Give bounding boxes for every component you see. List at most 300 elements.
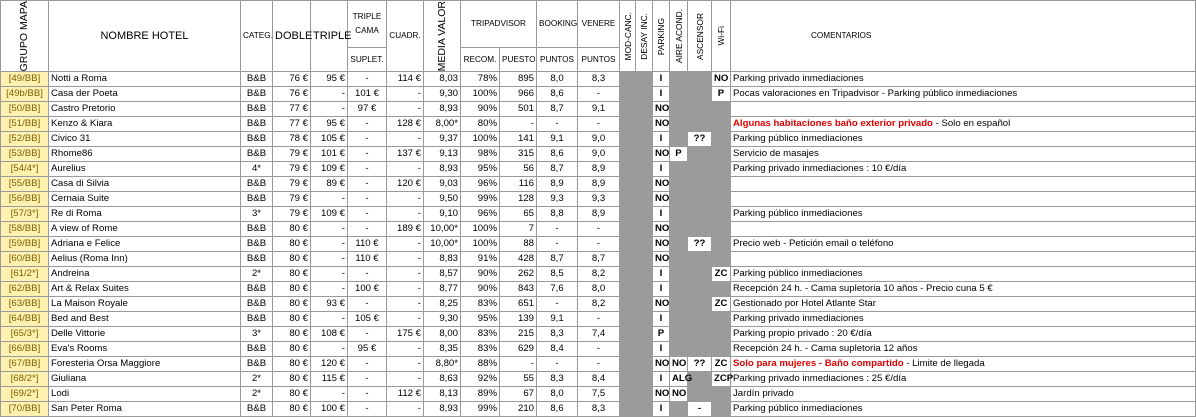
venere-score[interactable]: 8,0 [578,282,620,297]
hotel-name[interactable]: Art & Relax Suites [49,282,241,297]
mod-canc-cell[interactable] [620,402,636,417]
price-double[interactable]: 79 € [273,147,311,162]
elevator-cell[interactable] [688,177,712,192]
comment-cell[interactable] [731,147,1196,162]
hotel-group-code[interactable]: [58/BB] [1,222,49,237]
tripadvisor-recommend[interactable]: 96% [461,177,500,192]
col-header-tripadvisor[interactable]: TRIPADVISOR [461,1,537,48]
tripadvisor-recommend[interactable]: 95% [461,162,500,177]
hotel-name[interactable]: Lodi [49,387,241,402]
hotel-group-code[interactable]: [55/BB] [1,177,49,192]
hotel-category[interactable]: B&B [241,132,273,147]
hotel-name[interactable]: Andreina [49,267,241,282]
price-triple[interactable]: 115 € [311,372,348,387]
price-quad[interactable]: - [387,207,424,222]
aircon-cell[interactable] [670,342,688,357]
col-header-nombre[interactable]: NOMBRE HOTEL [49,1,241,72]
hotel-name[interactable]: Giuliana [49,372,241,387]
comment-cell[interactable] [731,387,1196,402]
breakfast-cell[interactable] [636,162,653,177]
comment-cell[interactable] [731,327,1196,342]
booking-score[interactable]: 8,4 [537,342,578,357]
price-triple[interactable]: - [311,252,348,267]
wifi-cell[interactable]: NO [712,72,731,87]
aircon-cell[interactable] [670,72,688,87]
tripadvisor-rank[interactable]: 210 [500,402,537,417]
col-header-grupo[interactable]: GRUPO MAPA [1,1,49,72]
hotel-group-code[interactable]: [65/3*] [1,327,49,342]
booking-score[interactable]: 8,7 [537,102,578,117]
table-row[interactable] [1,297,1196,312]
tripadvisor-rank[interactable]: 262 [500,267,537,282]
price-double[interactable]: 77 € [273,117,311,132]
breakfast-cell[interactable] [636,72,653,87]
price-quad[interactable]: - [387,342,424,357]
price-double[interactable]: 77 € [273,102,311,117]
hotel-category[interactable]: B&B [241,177,273,192]
aircon-cell[interactable] [670,402,688,417]
tripadvisor-recommend[interactable]: 92% [461,372,500,387]
table-row[interactable] [1,357,1196,372]
parking-cell[interactable]: NO [653,387,670,402]
venere-score[interactable]: 8,2 [578,267,620,282]
wifi-cell[interactable] [712,162,731,177]
col-header-puesto[interactable]: PUESTO [500,48,537,72]
hotel-name[interactable]: Foresteria Orsa Maggiore [49,357,241,372]
price-triple[interactable]: - [311,192,348,207]
price-triple-extra-bed[interactable]: - [348,147,387,162]
breakfast-cell[interactable] [636,237,653,252]
booking-score[interactable]: 8,3 [537,372,578,387]
average-score[interactable]: 8,00* [424,117,461,132]
comment-cell[interactable] [731,312,1196,327]
hotel-category[interactable]: B&B [241,222,273,237]
average-score[interactable]: 9,37 [424,132,461,147]
parking-cell[interactable]: I [653,162,670,177]
breakfast-cell[interactable] [636,177,653,192]
price-double[interactable]: 80 € [273,387,311,402]
average-score[interactable]: 9,50 [424,192,461,207]
wifi-cell[interactable] [712,147,731,162]
hotel-category[interactable]: 2* [241,387,273,402]
hotel-name[interactable]: Castro Pretorio [49,102,241,117]
hotel-name[interactable]: La Maison Royale [49,297,241,312]
tripadvisor-recommend[interactable]: 83% [461,342,500,357]
elevator-cell[interactable] [688,147,712,162]
wifi-cell[interactable] [712,117,731,132]
mod-canc-cell[interactable] [620,87,636,102]
tripadvisor-recommend[interactable]: 89% [461,387,500,402]
elevator-cell[interactable] [688,282,712,297]
price-triple-extra-bed[interactable]: 105 € [348,312,387,327]
comment-cell[interactable] [731,222,1196,237]
col-header-booking[interactable]: BOOKING [537,1,578,48]
col-header-aire-acond[interactable]: AIRE ACOND. [670,1,688,72]
parking-cell[interactable]: I [653,132,670,147]
tripadvisor-rank[interactable]: 56 [500,162,537,177]
aircon-cell[interactable] [670,192,688,207]
col-header-categ[interactable]: CATEG. [241,1,273,72]
parking-cell[interactable]: I [653,312,670,327]
elevator-cell[interactable] [688,342,712,357]
booking-score[interactable]: 8,6 [537,147,578,162]
average-score[interactable]: 9,13 [424,147,461,162]
tripadvisor-recommend[interactable]: 100% [461,222,500,237]
wifi-cell[interactable] [712,342,731,357]
col-header-triple-cama[interactable]: TRIPLE CAMA [348,1,387,48]
tripadvisor-rank[interactable]: 65 [500,207,537,222]
hotel-group-code[interactable]: [61/2*] [1,267,49,282]
price-double[interactable]: 80 € [273,282,311,297]
mod-canc-cell[interactable] [620,267,636,282]
wifi-cell[interactable] [712,132,731,147]
price-triple[interactable]: 95 € [311,117,348,132]
price-triple[interactable]: 120 € [311,357,348,372]
tripadvisor-rank[interactable]: 88 [500,237,537,252]
mod-canc-cell[interactable] [620,132,636,147]
breakfast-cell[interactable] [636,372,653,387]
booking-score[interactable]: 9,1 [537,312,578,327]
table-row[interactable] [1,87,1196,102]
wifi-cell[interactable]: P [712,87,731,102]
price-triple[interactable]: 101 € [311,147,348,162]
wifi-cell[interactable]: ZC [712,357,731,372]
parking-cell[interactable]: NO [653,297,670,312]
price-double[interactable]: 79 € [273,207,311,222]
tripadvisor-rank[interactable]: 651 [500,297,537,312]
price-quad[interactable]: 112 € [387,387,424,402]
tripadvisor-rank[interactable]: 141 [500,132,537,147]
venere-score[interactable]: - [578,117,620,132]
price-triple[interactable]: - [311,237,348,252]
table-row[interactable] [1,192,1196,207]
hotel-group-code[interactable]: [51/BB] [1,117,49,132]
comment-cell[interactable] [731,372,1196,387]
booking-score[interactable]: 8,6 [537,87,578,102]
venere-score[interactable]: 7,5 [578,387,620,402]
price-triple[interactable]: 95 € [311,72,348,87]
price-double[interactable]: 79 € [273,162,311,177]
booking-score[interactable]: 8,8 [537,207,578,222]
venere-score[interactable]: 8,9 [578,177,620,192]
elevator-cell[interactable] [688,387,712,402]
elevator-cell[interactable] [688,222,712,237]
booking-score[interactable]: - [537,297,578,312]
elevator-cell[interactable]: ?? [688,132,712,147]
hotel-category[interactable]: 4* [241,162,273,177]
hotel-name[interactable]: Kenzo & Kiara [49,117,241,132]
tripadvisor-recommend[interactable]: 98% [461,147,500,162]
venere-score[interactable]: 9,3 [578,192,620,207]
aircon-cell[interactable] [670,87,688,102]
table-row[interactable] [1,207,1196,222]
comment-cell[interactable] [731,192,1196,207]
table-row[interactable] [1,327,1196,342]
average-score[interactable]: 9,03 [424,177,461,192]
breakfast-cell[interactable] [636,267,653,282]
tripadvisor-recommend[interactable]: 100% [461,132,500,147]
breakfast-cell[interactable] [636,222,653,237]
comment-cell[interactable] [731,357,1196,372]
venere-score[interactable]: - [578,237,620,252]
tripadvisor-rank[interactable]: - [500,357,537,372]
tripadvisor-rank[interactable]: 67 [500,387,537,402]
price-quad[interactable]: 114 € [387,72,424,87]
comment-cell[interactable] [731,72,1196,87]
comment-cell[interactable] [731,252,1196,267]
hotel-name[interactable]: Eva's Rooms [49,342,241,357]
tripadvisor-recommend[interactable]: 83% [461,297,500,312]
venere-score[interactable]: 8,9 [578,207,620,222]
average-score[interactable]: 9,10 [424,207,461,222]
aircon-cell[interactable] [670,327,688,342]
venere-score[interactable]: - [578,342,620,357]
table-row[interactable] [1,402,1196,417]
parking-cell[interactable]: I [653,267,670,282]
hotel-group-code[interactable]: [64/BB] [1,312,49,327]
price-quad[interactable]: - [387,237,424,252]
mod-canc-cell[interactable] [620,207,636,222]
price-double[interactable]: 80 € [273,357,311,372]
aircon-cell[interactable] [670,162,688,177]
price-double[interactable]: 80 € [273,372,311,387]
comment-cell[interactable] [731,87,1196,102]
booking-score[interactable]: 9,1 [537,132,578,147]
breakfast-cell[interactable] [636,102,653,117]
hotel-group-code[interactable]: [69/2*] [1,387,49,402]
price-triple[interactable]: 109 € [311,207,348,222]
hotel-name[interactable]: A view of Rome [49,222,241,237]
comment-cell[interactable] [731,282,1196,297]
hotel-name[interactable]: Aelius (Roma Inn) [49,252,241,267]
comment-cell[interactable] [731,102,1196,117]
comment-cell[interactable] [731,297,1196,312]
aircon-cell[interactable] [670,237,688,252]
hotel-group-code[interactable]: [53/BB] [1,147,49,162]
mod-canc-cell[interactable] [620,222,636,237]
hotel-group-code[interactable]: [52/BB] [1,132,49,147]
mod-canc-cell[interactable] [620,237,636,252]
price-triple[interactable]: 100 € [311,402,348,417]
tripadvisor-rank[interactable]: 215 [500,327,537,342]
mod-canc-cell[interactable] [620,102,636,117]
table-row[interactable] [1,237,1196,252]
wifi-cell[interactable] [712,312,731,327]
price-triple[interactable]: - [311,387,348,402]
price-triple-extra-bed[interactable]: 97 € [348,102,387,117]
parking-cell[interactable]: I [653,342,670,357]
average-score[interactable]: 8,25 [424,297,461,312]
price-double[interactable]: 80 € [273,402,311,417]
elevator-cell[interactable] [688,267,712,282]
price-triple[interactable]: - [311,282,348,297]
tripadvisor-recommend[interactable]: 78% [461,72,500,87]
breakfast-cell[interactable] [636,297,653,312]
elevator-cell[interactable] [688,207,712,222]
wifi-cell[interactable] [712,177,731,192]
average-score[interactable]: 10,00* [424,237,461,252]
aircon-cell[interactable] [670,102,688,117]
booking-score[interactable]: - [537,222,578,237]
average-score[interactable]: 9,30 [424,312,461,327]
price-triple-extra-bed[interactable]: 100 € [348,282,387,297]
wifi-cell[interactable] [712,102,731,117]
venere-score[interactable]: 8,3 [578,402,620,417]
breakfast-cell[interactable] [636,117,653,132]
tripadvisor-recommend[interactable]: 90% [461,267,500,282]
elevator-cell[interactable] [688,252,712,267]
price-double[interactable]: 80 € [273,222,311,237]
price-double[interactable]: 76 € [273,87,311,102]
hotel-name[interactable]: Civico 31 [49,132,241,147]
price-triple-extra-bed[interactable]: - [348,297,387,312]
parking-cell[interactable]: I [653,372,670,387]
parking-cell[interactable]: P [653,327,670,342]
tripadvisor-recommend[interactable]: 90% [461,102,500,117]
mod-canc-cell[interactable] [620,252,636,267]
table-row[interactable] [1,312,1196,327]
col-header-media-valor[interactable]: MEDIA VALOR [424,1,461,72]
aircon-cell[interactable] [670,177,688,192]
average-score[interactable]: 10,00* [424,222,461,237]
table-row[interactable] [1,177,1196,192]
hotel-group-code[interactable]: [49/BB] [1,72,49,87]
venere-score[interactable]: 7,4 [578,327,620,342]
col-header-desay-inc[interactable]: DESAY INC. [636,1,653,72]
price-quad[interactable]: - [387,402,424,417]
elevator-cell[interactable] [688,312,712,327]
parking-cell[interactable]: NO [653,222,670,237]
price-double[interactable]: 80 € [273,342,311,357]
table-row[interactable] [1,117,1196,132]
comment-cell[interactable] [731,162,1196,177]
venere-score[interactable]: 9,0 [578,147,620,162]
hotel-name[interactable]: Cernaia Suite [49,192,241,207]
comment-cell[interactable] [731,132,1196,147]
price-triple[interactable]: 93 € [311,297,348,312]
parking-cell[interactable]: NO [653,177,670,192]
breakfast-cell[interactable] [636,282,653,297]
hotel-name[interactable]: Adriana e Felice [49,237,241,252]
hotel-group-code[interactable]: [68/2*] [1,372,49,387]
breakfast-cell[interactable] [636,87,653,102]
aircon-cell[interactable] [670,132,688,147]
breakfast-cell[interactable] [636,132,653,147]
mod-canc-cell[interactable] [620,72,636,87]
price-triple-extra-bed[interactable]: - [348,72,387,87]
tripadvisor-rank[interactable]: 55 [500,372,537,387]
comment-cell[interactable] [731,237,1196,252]
venere-score[interactable]: - [578,222,620,237]
breakfast-cell[interactable] [636,387,653,402]
price-quad[interactable]: - [387,372,424,387]
price-triple-extra-bed[interactable]: - [348,192,387,207]
comment-cell[interactable] [731,402,1196,417]
elevator-cell[interactable]: ?? [688,237,712,252]
table-row[interactable] [1,132,1196,147]
mod-canc-cell[interactable] [620,297,636,312]
elevator-cell[interactable] [688,72,712,87]
price-quad[interactable]: - [387,162,424,177]
col-header-parking[interactable]: PARKING [653,1,670,72]
col-header-recom[interactable]: RECOM. [461,48,500,72]
comment-cell[interactable] [731,342,1196,357]
mod-canc-cell[interactable] [620,327,636,342]
col-header-wifi[interactable]: Wi-Fi [712,1,731,72]
price-triple-extra-bed[interactable]: 110 € [348,252,387,267]
price-triple[interactable]: 109 € [311,162,348,177]
venere-score[interactable]: - [578,312,620,327]
tripadvisor-recommend[interactable]: 99% [461,192,500,207]
table-row[interactable] [1,147,1196,162]
venere-score[interactable]: - [578,87,620,102]
price-triple-extra-bed[interactable]: 101 € [348,87,387,102]
hotel-category[interactable]: 3* [241,207,273,222]
wifi-cell[interactable] [712,282,731,297]
tripadvisor-rank[interactable]: 116 [500,177,537,192]
booking-score[interactable]: 8,0 [537,72,578,87]
parking-cell[interactable]: NO [653,117,670,132]
price-triple-extra-bed[interactable]: - [348,387,387,402]
tripadvisor-recommend[interactable]: 91% [461,252,500,267]
parking-cell[interactable]: I [653,72,670,87]
parking-cell[interactable]: I [653,207,670,222]
wifi-cell[interactable] [712,237,731,252]
col-header-mod-canc[interactable]: MOD-CANC. [620,1,636,72]
aircon-cell[interactable] [670,267,688,282]
wifi-cell[interactable] [712,387,731,402]
elevator-cell[interactable] [688,192,712,207]
tripadvisor-rank[interactable]: 315 [500,147,537,162]
hotel-name[interactable]: Casa der Poeta [49,87,241,102]
elevator-cell[interactable]: ?? [688,357,712,372]
price-triple[interactable]: - [311,342,348,357]
price-quad[interactable]: - [387,282,424,297]
hotel-group-code[interactable]: [54/4*] [1,162,49,177]
wifi-cell[interactable]: ZC [712,267,731,282]
price-triple[interactable]: 108 € [311,327,348,342]
breakfast-cell[interactable] [636,252,653,267]
mod-canc-cell[interactable] [620,387,636,402]
hotel-name[interactable]: Notti a Roma [49,72,241,87]
price-triple-extra-bed[interactable]: - [348,372,387,387]
price-quad[interactable]: 128 € [387,117,424,132]
price-triple[interactable]: - [311,267,348,282]
breakfast-cell[interactable] [636,327,653,342]
price-double[interactable]: 76 € [273,72,311,87]
price-quad[interactable]: - [387,102,424,117]
average-score[interactable]: 8,00 [424,327,461,342]
booking-score[interactable]: 8,6 [537,402,578,417]
average-score[interactable]: 8,93 [424,102,461,117]
tripadvisor-rank[interactable]: 139 [500,312,537,327]
price-triple[interactable]: - [311,102,348,117]
tripadvisor-recommend[interactable]: 96% [461,207,500,222]
col-header-doble[interactable]: DOBLE [273,1,311,72]
price-triple-extra-bed[interactable]: 95 € [348,342,387,357]
hotel-name[interactable]: Re di Roma [49,207,241,222]
booking-score[interactable]: 8,5 [537,267,578,282]
comment-cell[interactable] [731,177,1196,192]
tripadvisor-recommend[interactable]: 88% [461,357,500,372]
aircon-cell[interactable]: NO [670,357,688,372]
price-double[interactable]: 79 € [273,192,311,207]
price-double[interactable]: 80 € [273,297,311,312]
hotel-category[interactable]: B&B [241,147,273,162]
average-score[interactable]: 9,30 [424,87,461,102]
table-row[interactable] [1,267,1196,282]
elevator-cell[interactable]: - [688,402,712,417]
